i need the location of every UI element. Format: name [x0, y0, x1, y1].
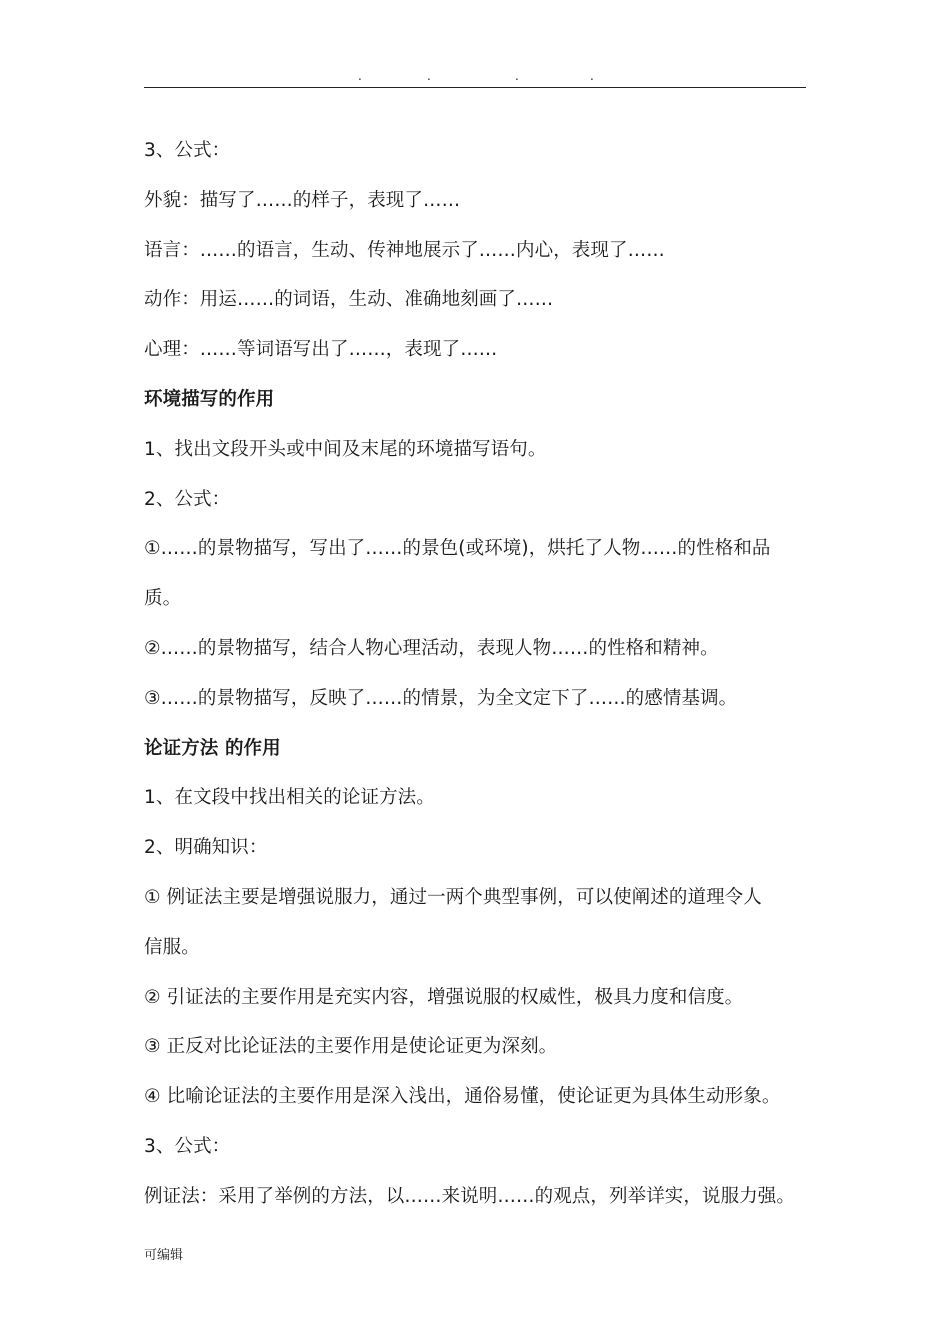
text-line: 例证法：采用了举例的方法，以……来说明……的观点，列举详实，说服力强。	[144, 1185, 796, 1207]
text-line: 外貌：描写了……的样子，表现了……	[144, 189, 461, 211]
header-dot: .	[515, 69, 519, 83]
text-line: 1、找出文段开头或中间及末尾的环境描写语句。	[144, 438, 547, 460]
text-line: 3、公式：	[144, 140, 231, 161]
text-line: 动作：用运……的词语，生动、准确地刻画了……	[144, 289, 554, 311]
section-heading: 环境描写的作用	[144, 388, 275, 410]
text-line: ③……的景物描写，反映了……的情景，为全文定下了……的感情基调。	[144, 687, 738, 709]
text-line: 心理：……等词语写出了……，表现了……	[144, 339, 498, 361]
section-heading: 论证方法 的作用	[144, 737, 281, 759]
footer-label: 可编辑	[144, 1248, 184, 1263]
text-line: ② 引证法的主要作用是充实内容，增强说服的权威性，极具力度和信度。	[144, 986, 744, 1008]
text-line: 3、公式：	[144, 1135, 231, 1157]
header-dot: .	[358, 69, 362, 83]
text-line: 1、在文段中找出相关的论证方法。	[144, 787, 435, 809]
text-line: ①……的景物描写，写出了……的景色(或环境)，烘托了人物……的性格和品	[144, 538, 771, 560]
text-line: ④ 比喻论证法的主要作用是深入浅出，通俗易懂，使论证更为具体生动形象。	[144, 1086, 781, 1108]
header-dots	[0, 70, 950, 84]
text-line: ③ 正反对比论证法的主要作用是使论证更为深刻。	[144, 1036, 558, 1058]
document-body	[144, 126, 816, 1222]
text-line: ① 例证法主要是增强说服力，通过一两个典型事例，可以使阐述的道理令人	[144, 886, 762, 908]
text-line: ②……的景物描写，结合人物心理活动，表现人物……的性格和精神。	[144, 637, 719, 659]
text-line: 信服。	[144, 936, 200, 958]
text-line: 质。	[144, 588, 182, 610]
header-rule	[144, 87, 806, 88]
text-line: 2、公式：	[144, 488, 231, 510]
header-dot: .	[590, 69, 594, 83]
text-line: 语言：……的语言，生动、传神地展示了……内心，表现了……	[144, 239, 665, 261]
header-dot: .	[427, 69, 431, 83]
text-line: 2、明确知识：	[144, 837, 268, 859]
